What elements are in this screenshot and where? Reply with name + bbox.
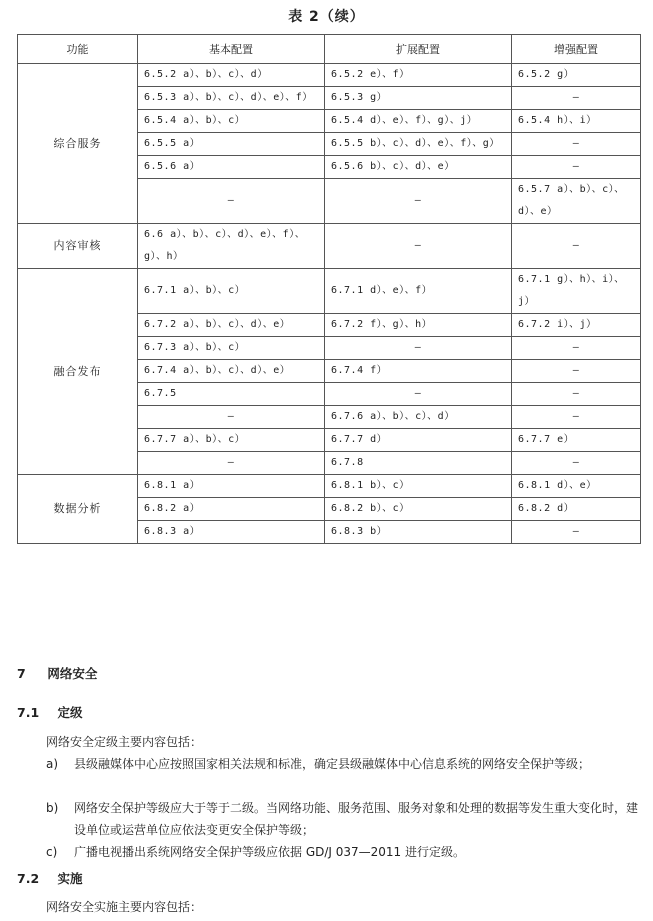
table-row <box>18 269 641 314</box>
enhanced-config-cell: – <box>512 337 641 360</box>
section-title: 实施 <box>57 871 83 886</box>
enhanced-config-cell: 6.8.2 d） <box>512 498 641 521</box>
basic-config-cell: 6.6 a）、b）、c）、d）、e）、f）、g）、h） <box>138 224 325 269</box>
section-7-1-intro: 网络安全定级主要内容包括： <box>46 735 203 749</box>
extended-config-cell: 6.7.4 f） <box>325 360 512 383</box>
extended-config-cell: 6.7.2 f）、g）、h） <box>325 314 512 337</box>
function-name-cell: 内容审核 <box>18 224 138 269</box>
enhanced-config-cell: – <box>512 521 641 544</box>
header-extended: 扩展配置 <box>325 35 512 64</box>
basic-config-cell: 6.5.4 a）、b）、c） <box>138 110 325 133</box>
enhanced-config-cell: – <box>512 224 641 269</box>
basic-config-cell: – <box>138 179 325 224</box>
table-header-row <box>18 35 641 64</box>
extended-config-cell: – <box>325 383 512 406</box>
list-item <box>46 841 640 863</box>
basic-config-cell: 6.7.1 a）、b）、c） <box>138 269 325 314</box>
section-number: 7.2 <box>17 871 40 886</box>
section-7-2-intro: 网络安全实施主要内容包括： <box>46 900 203 914</box>
basic-config-cell: – <box>138 452 325 475</box>
enhanced-config-cell: – <box>512 87 641 110</box>
extended-config-cell: – <box>325 179 512 224</box>
extended-config-cell: 6.7.6 a）、b）、c）、d） <box>325 406 512 429</box>
config-table <box>17 34 641 544</box>
basic-config-cell: 6.8.1 a） <box>138 475 325 498</box>
extended-config-cell: 6.5.5 b）、c）、d）、e）、f）、g） <box>325 133 512 156</box>
list-marker: b) <box>46 801 59 815</box>
list-text: 县级融媒体中心应按照国家相关法规和标准，确定县级融媒体中心信息系统的网络安全保护等级； <box>74 757 591 771</box>
enhanced-config-cell: 6.5.7 a）、b）、c）、d）、e） <box>512 179 641 224</box>
enhanced-config-cell: – <box>512 360 641 383</box>
table-row <box>18 224 641 269</box>
extended-config-cell: 6.5.6 b）、c）、d）、e） <box>325 156 512 179</box>
enhanced-config-cell: – <box>512 383 641 406</box>
table-row <box>18 475 641 498</box>
basic-config-cell: 6.7.5 <box>138 383 325 406</box>
enhanced-config-cell: 6.8.1 d）、e） <box>512 475 641 498</box>
function-name-cell: 综合服务 <box>18 64 138 224</box>
enhanced-config-cell: – <box>512 133 641 156</box>
enhanced-config-cell: 6.7.7 e） <box>512 429 641 452</box>
basic-config-cell: 6.7.7 a）、b）、c） <box>138 429 325 452</box>
enhanced-config-cell: – <box>512 406 641 429</box>
header-enhanced: 增强配置 <box>512 35 641 64</box>
enhanced-config-cell: – <box>512 452 641 475</box>
list-text: 网络安全保护等级应大于等于二级。当网络功能、服务范围、服务对象和处理的数据等发生重大变化时，建设单位或运营单位应依法变更安全保护等级； <box>74 801 639 837</box>
list-marker: c) <box>46 845 58 859</box>
basic-config-cell: 6.5.2 a）、b）、c）、d） <box>138 64 325 87</box>
enhanced-config-cell: 6.7.2 i）、j） <box>512 314 641 337</box>
table-body <box>18 64 641 544</box>
extended-config-cell: – <box>325 337 512 360</box>
list-item <box>46 797 640 841</box>
enhanced-config-cell: 6.5.2 g） <box>512 64 641 87</box>
extended-config-cell: 6.7.7 d） <box>325 429 512 452</box>
enhanced-config-cell: 6.7.1 g）、h）、i）、j） <box>512 269 641 314</box>
section-title: 定级 <box>57 705 83 720</box>
extended-config-cell: 6.7.1 d）、e）、f） <box>325 269 512 314</box>
section-7-1-heading <box>17 703 83 721</box>
section-7-2-heading <box>17 869 83 887</box>
table-row <box>18 64 641 87</box>
header-function: 功能 <box>18 35 138 64</box>
basic-config-cell: 6.7.2 a）、b）、c）、d）、e） <box>138 314 325 337</box>
list-marker: a) <box>46 757 59 771</box>
basic-config-cell: 6.5.5 a） <box>138 133 325 156</box>
basic-config-cell: – <box>138 406 325 429</box>
section-number: 7 <box>17 666 26 681</box>
basic-config-cell: 6.7.3 a）、b）、c） <box>138 337 325 360</box>
header-basic: 基本配置 <box>138 35 325 64</box>
extended-config-cell: 6.5.3 g） <box>325 87 512 110</box>
extended-config-cell: 6.5.2 e）、f） <box>325 64 512 87</box>
extended-config-cell: 6.8.3 b） <box>325 521 512 544</box>
extended-config-cell: – <box>325 224 512 269</box>
basic-config-cell: 6.5.3 a）、b）、c）、d）、e）、f） <box>138 87 325 110</box>
extended-config-cell: 6.8.2 b）、c） <box>325 498 512 521</box>
list-text: 广播电视播出系统网络安全保护等级应依据 GD/J 037—2011 进行定级。 <box>74 845 466 859</box>
function-name-cell: 融合发布 <box>18 269 138 475</box>
basic-config-cell: 6.7.4 a）、b）、c）、d）、e） <box>138 360 325 383</box>
basic-config-cell: 6.8.3 a） <box>138 521 325 544</box>
extended-config-cell: 6.8.1 b）、c） <box>325 475 512 498</box>
extended-config-cell: 6.7.8 <box>325 452 512 475</box>
function-name-cell: 数据分析 <box>18 475 138 544</box>
basic-config-cell: 6.8.2 a） <box>138 498 325 521</box>
section-7-heading <box>17 664 97 682</box>
list-item <box>46 753 640 775</box>
table-caption: 表 2（续） <box>288 9 365 25</box>
section-number: 7.1 <box>17 705 40 720</box>
section-title: 网络安全 <box>47 666 98 681</box>
enhanced-config-cell: – <box>512 156 641 179</box>
basic-config-cell: 6.5.6 a） <box>138 156 325 179</box>
extended-config-cell: 6.5.4 d）、e）、f）、g）、j） <box>325 110 512 133</box>
enhanced-config-cell: 6.5.4 h）、i） <box>512 110 641 133</box>
